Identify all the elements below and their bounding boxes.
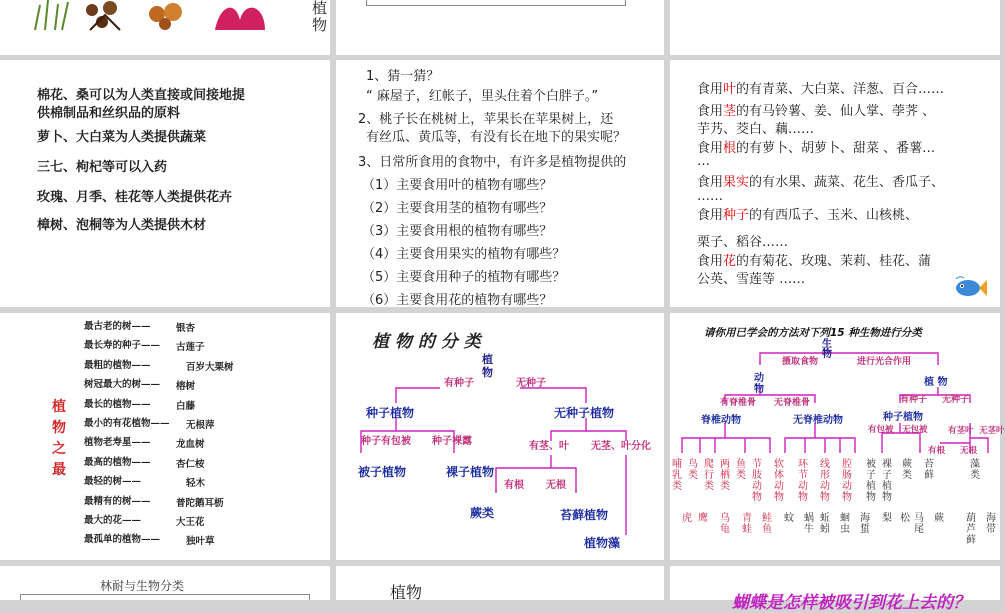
line: 樟树、泡桐等为人类提供木材 <box>37 218 207 233</box>
example-label: 海蜇 <box>860 513 870 535</box>
example-label: 蜗牛 <box>804 513 814 535</box>
group-label: 线形动物 <box>820 459 830 503</box>
superlative-value: 杏仁桉 <box>176 458 205 470</box>
plant-image-3 <box>145 0 190 30</box>
row: 食用种子的有西瓜子、玉米、山核桃、 <box>697 208 919 223</box>
superlative-value: 龙血树 <box>176 439 205 451</box>
line: 三七、枸杞等可以入药 <box>37 160 168 175</box>
node-seed-plant: 种子植物 <box>366 406 415 420</box>
node-coat: 有包被 <box>868 425 894 435</box>
superlative-label: 最古老的树—— <box>84 321 151 332</box>
node-stem: 有茎叶 <box>948 426 974 436</box>
node-root-yes: 有根 <box>928 446 946 456</box>
row: 食用叶的有青菜、大白菜、洋葱、百合…… <box>697 82 945 97</box>
node-seed-plant: 种子植物 <box>883 412 923 423</box>
example-label: 蚊 <box>784 513 794 524</box>
slide-3[interactable] <box>670 0 1000 55</box>
group-label: 环节动物 <box>798 459 808 503</box>
node-no-stem-leaf: 无茎、叶分化 <box>591 441 651 452</box>
group-label: 两栖类 <box>720 459 730 492</box>
example-label: 青蛙 <box>742 513 752 535</box>
side-title: 植 物 之 最 <box>52 399 66 478</box>
node-yes-seed: 有种子 <box>444 378 474 389</box>
row: 公英、雪莲等 …… <box>697 272 806 287</box>
node-no-stem: 无茎叶 <box>979 426 1005 436</box>
line: （4）主要食用果实的植物有哪些？ <box>362 247 566 262</box>
plant-image-2 <box>80 0 130 32</box>
slide-2[interactable] <box>336 0 664 55</box>
node-seed: 有种子 <box>900 395 928 405</box>
superlative-label: 植物老寿星—— <box>84 437 151 449</box>
row: 食用果实的有水果、蔬菜、花生、香瓜子、 <box>697 175 945 190</box>
superlative-label: 树冠最大的树—— <box>84 379 161 391</box>
node-no-root: 无根 <box>546 480 566 491</box>
group-label: 蕨类 <box>902 459 912 481</box>
superlative-label: 最大的花—— <box>84 515 142 526</box>
node-animal: 动物 <box>754 373 764 395</box>
row: 栗子、稻谷…… <box>697 235 789 250</box>
row: 食用根的有萝卜、胡萝卜、甜菜 、番薯… <box>697 141 936 156</box>
row: 食用茎的有马铃薯、姜、仙人掌、荸荠 、 <box>697 104 936 119</box>
slide-title: 请你用已学会的方法对下列15 种生物进行分类 <box>704 327 922 339</box>
group-label: 鱼类 <box>736 459 746 481</box>
superlative-label: 最孤单的植物—— <box>84 534 161 546</box>
superlative-value: 榕树 <box>176 381 196 393</box>
node-no-coat: 无包被 <box>902 425 928 435</box>
row: …… <box>697 189 723 204</box>
slide-11[interactable] <box>336 566 664 600</box>
example-label: 蚯蚓 <box>820 513 830 535</box>
node-bare-seed: 种子裸露 <box>432 436 472 447</box>
line: 萝卜、大白菜为人类提供蔬菜 <box>37 130 207 145</box>
node-stem-leaf: 有茎、叶 <box>529 441 569 452</box>
group-label: 爬行类 <box>704 459 714 492</box>
superlative-label: 最高的植物—— <box>84 456 151 468</box>
fish-icon <box>952 273 988 301</box>
superlative-label: 最长寿的种子—— <box>84 340 161 352</box>
node-fern: 蕨类 <box>470 506 495 520</box>
plant-image-4 <box>210 0 270 32</box>
node-gymnosperm: 裸子植物 <box>446 465 495 479</box>
node-eat: 摄取食物 <box>782 357 819 367</box>
slide-9[interactable] <box>670 313 1005 560</box>
superlative-value: 白藤 <box>176 400 196 412</box>
node-angiosperm: 被子植物 <box>358 465 407 479</box>
slide-12[interactable] <box>670 566 1000 613</box>
superlative-value: 百岁大栗树 <box>186 361 234 373</box>
superlative-label: 最长的植物—— <box>84 398 151 410</box>
line: “ 麻屋子，红帐子，里头住着个白胖子。” <box>366 89 599 104</box>
slide-1[interactable] <box>0 0 330 55</box>
node-root: 生物 <box>822 339 832 360</box>
row: 食用花的有菊花、玫瑰、茉莉、桂花、蒲 <box>697 254 932 269</box>
slide-7[interactable] <box>0 313 330 560</box>
group-label: 腔肠动物 <box>842 459 852 503</box>
node-root: 植物 <box>482 353 493 379</box>
table-fragment <box>20 594 310 600</box>
example-label: 虎 <box>682 513 692 524</box>
node-root-no: 无根 <box>960 446 978 456</box>
example-label: 蕨 <box>934 513 944 524</box>
example-label: 鹰 <box>698 513 708 524</box>
line: （1）主要食用叶的植物有哪些？ <box>362 178 553 193</box>
group-label: 软体动物 <box>774 459 784 503</box>
slide-title: 林耐与生物分类 <box>100 579 185 593</box>
superlative-value: 银杏 <box>176 323 196 334</box>
side-label: 植物 <box>312 0 328 34</box>
node-no-seed: 无种子 <box>942 395 970 405</box>
node-seedless-plant: 无种子植物 <box>554 406 615 420</box>
node-algae: 植物藻 <box>584 536 621 550</box>
slide-8[interactable] <box>336 313 664 560</box>
line: 2、桃子长在桃树上，苹果长在苹果树上，还 <box>358 112 614 127</box>
example-label: 梨 <box>882 513 892 524</box>
line: 玫瑰、月季、桂花等人类提供花卉 <box>37 190 233 205</box>
line: 3、日常所食用的食物中，有许多是植物提供的 <box>358 155 627 170</box>
example-label: 鲑鱼 <box>762 513 772 535</box>
slide-title: 植物 <box>390 583 423 602</box>
row: 芋艿、茭白、藕…… <box>697 122 815 137</box>
example-label: 蛔虫 <box>840 513 850 535</box>
superlative-value: 大王花 <box>176 517 205 528</box>
line: （2）主要食用茎的植物有哪些？ <box>362 201 553 216</box>
example-label: 松 <box>900 513 910 524</box>
group-label: 鸟类 <box>688 459 698 481</box>
line: （5）主要食用种子的植物有哪些？ <box>362 270 566 285</box>
node-backbone: 有脊椎骨 <box>720 398 757 408</box>
line: 棉花、桑可以为人类直接或间接地提 <box>37 88 246 103</box>
line: 1、猜一猜？ <box>366 69 440 84</box>
line: （3）主要食用根的植物有哪些？ <box>362 224 553 239</box>
group-label: 节肢动物 <box>752 459 762 503</box>
row: … <box>697 154 710 169</box>
plant-image-1 <box>30 0 70 30</box>
node-has-root: 有根 <box>504 480 524 491</box>
superlative-value: 轻木 <box>186 478 206 490</box>
superlative-value: 无根萍 <box>186 420 215 431</box>
slide-title: 植 物 的 分 类 <box>372 332 481 352</box>
example-label: 海带 <box>986 513 996 535</box>
group-label: 苔藓 <box>924 459 934 481</box>
superlative-value: 普陀鹅耳枥 <box>176 497 224 509</box>
node-has-coat: 种子有包被 <box>361 436 411 447</box>
group-label: 被子植物 <box>866 459 876 503</box>
slide-5[interactable] <box>336 60 664 307</box>
example-label: 乌龟 <box>720 513 730 535</box>
line: （6）主要食用花的植物有哪些？ <box>362 293 553 308</box>
superlative-label: 最精有的树—— <box>84 495 151 507</box>
node-plant: 植 物 <box>924 377 948 388</box>
node-invertebrate: 无脊椎动物 <box>793 415 843 426</box>
group-label: 哺乳类 <box>672 459 682 492</box>
example-label: 马尾 <box>914 513 924 535</box>
superlative-label: 最粗的植物—— <box>84 359 151 371</box>
line: 有丝瓜、黄瓜等，有没有长在地下的果实呢？ <box>366 130 627 145</box>
slide-4[interactable] <box>0 60 330 307</box>
table-fragment <box>366 0 626 6</box>
node-no-backbone: 无脊椎骨 <box>774 398 811 408</box>
slide-6[interactable] <box>670 60 1000 307</box>
slide-title: 蝴蝶是怎样被吸引到花上去的？ <box>732 593 970 613</box>
node-photo: 进行光合作用 <box>857 357 912 367</box>
group-label: 藻类 <box>970 459 980 481</box>
superlative-label: 最小的有花植物—— <box>84 418 170 429</box>
group-label: 裸子植物 <box>882 459 892 503</box>
superlative-value: 独叶草 <box>186 536 215 548</box>
node-moss: 苔藓植物 <box>560 508 609 522</box>
node-vertebrate: 脊椎动物 <box>701 415 741 426</box>
superlative-label: 最轻的树—— <box>84 476 142 488</box>
line: 供棉制品和丝织品的原料 <box>37 106 181 121</box>
node-no-seed: 无种子 <box>516 378 546 389</box>
superlative-value: 古莲子 <box>176 342 205 354</box>
slide-10[interactable] <box>0 566 330 600</box>
example-label: 葫芦藓 <box>966 513 976 546</box>
